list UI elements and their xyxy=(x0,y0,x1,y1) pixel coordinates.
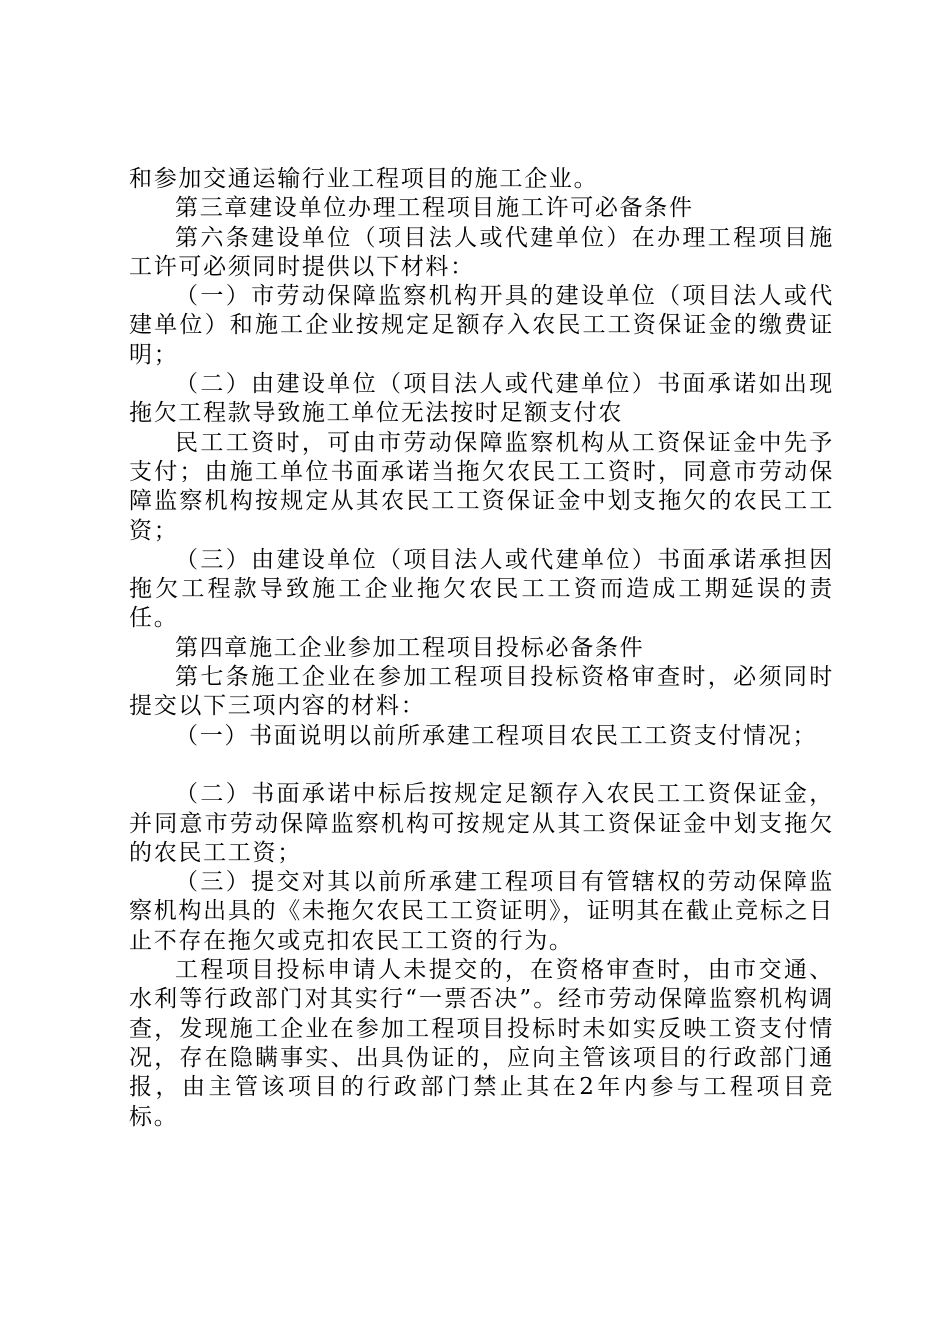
article-6-item-2-continued: 民工工资时，可由市劳动保障监察机构从工资保证金中先予支付；由施工单位书面承诺当拖欠农民工工资时，同意市劳动保障监察机构按规定从其农民工工资保证金中划支拖欠的农民工工资； xyxy=(129,429,834,544)
paragraph-intro-continuation: 和参加交通运输行业工程项目的施工企业。 xyxy=(129,166,599,192)
article-7: 第七条施工企业在参加工程项目投标资格审查时，必须同时提交以下三项内容的材料： xyxy=(129,664,834,720)
article-6-item-1: （一）市劳动保障监察机构开具的建设单位（项目法人或代建单位）和施工企业按规定足额存入农民工工资保证金的缴费证明； xyxy=(129,283,834,368)
article-7-item-2: （二）书面承诺中标后按规定足额存入农民工工资保证金，并同意市劳动保障监察机构可按规定从其工资保证金中划支拖欠的农民工工资； xyxy=(129,781,834,866)
chapter-3-heading: 第三章建设单位办理工程项目施工许可必备条件 xyxy=(175,195,694,222)
article-6: 第六条建设单位（项目法人或代建单位）在办理工程项目施工许可必须同时提供以下材料： xyxy=(129,224,834,280)
blank-line xyxy=(129,751,834,780)
document-body xyxy=(129,165,834,1132)
article-6-item-3: （三）由建设单位（项目法人或代建单位）书面承诺承担因拖欠工程款导致施工企业拖欠农民工工资而造成工期延误的责任。 xyxy=(129,546,834,632)
paragraph-penalty: 工程项目投标申请人未提交的，在资格审查时，由市交通、水利等行政部门对其实行“一票否决”。经市劳动保障监察机构调查，发现施工企业在参加工程项目投标时未如实反映工资支付情况，存在隐瞒事实、出具伪证的，应向主管该项目的行政部门通报，由主管该项目的行政部门禁止其在2年内参与工程项目竞标。 xyxy=(129,957,834,1130)
chapter-4-heading: 第四章施工企业参加工程项目投标必备条件 xyxy=(175,634,645,661)
article-7-item-1: （一）书面说明以前所承建工程项目农民工工资支付情况； xyxy=(175,722,818,749)
article-7-item-3: （三）提交对其以前所承建工程项目有管辖权的劳动保障监察机构出具的《未拖欠农民工工资证明》，证明其在截止竞标之日止不存在拖欠或克扣农民工工资的行为。 xyxy=(129,869,834,954)
article-6-item-2: （二）由建设单位（项目法人或代建单位）书面承诺如出现拖欠工程款导致施工单位无法按时足额支付农 xyxy=(129,371,834,427)
